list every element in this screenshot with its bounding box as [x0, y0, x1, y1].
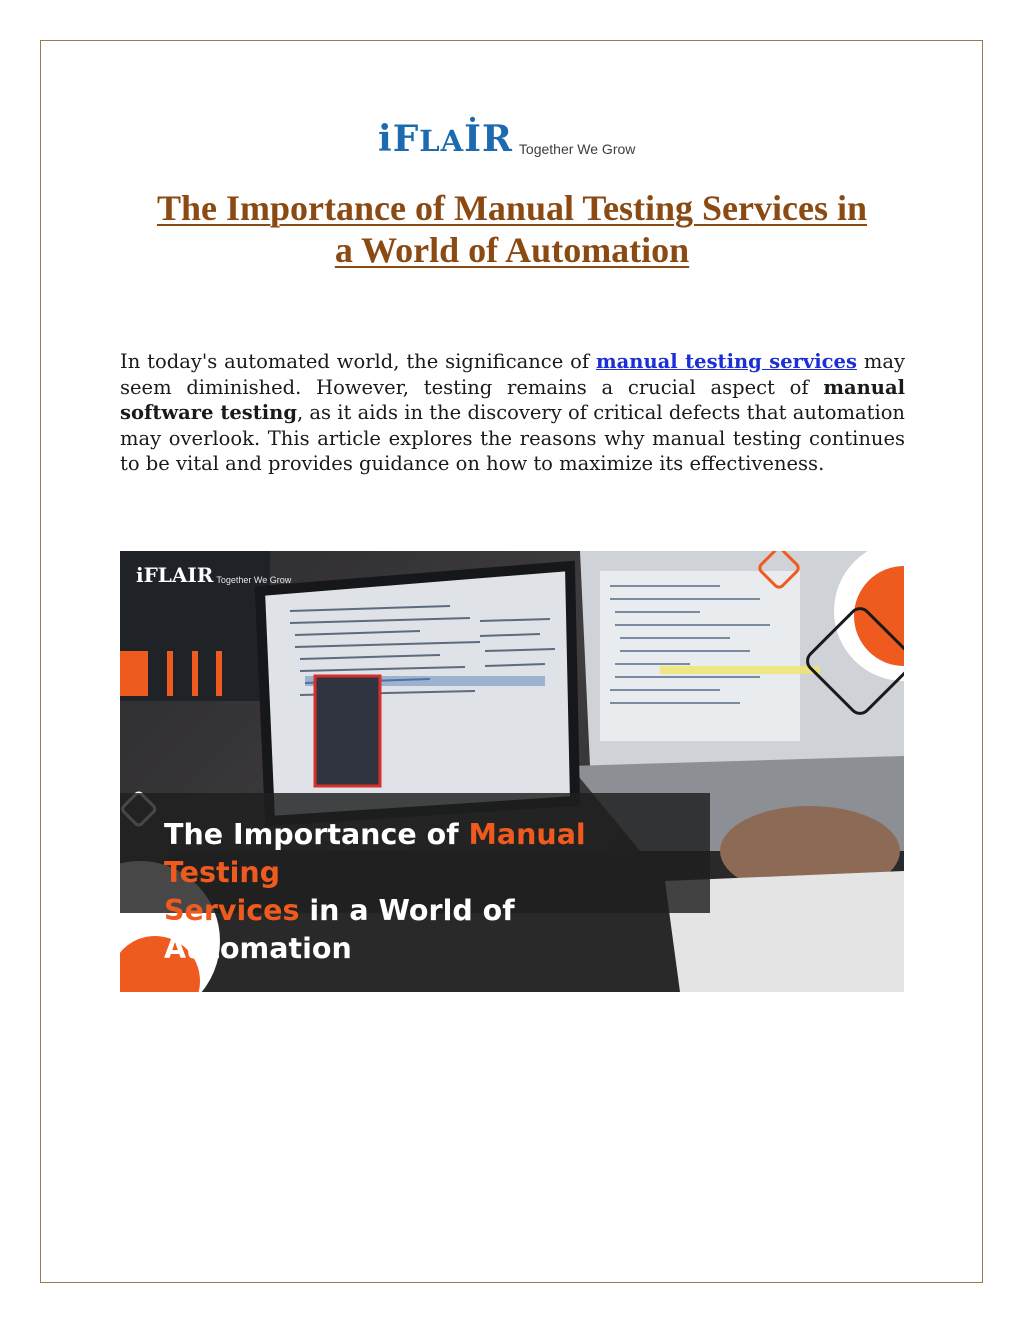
hero-title: The Importance of Manual Testing Services in a World of Automation — [164, 818, 586, 965]
manual-testing-services-link[interactable]: manual testing services — [596, 350, 857, 373]
page-title — [120, 187, 904, 271]
hero-logo: iFLAIR Together We Grow — [136, 563, 292, 587]
iflair-logo — [378, 118, 636, 160]
intro-paragraph: In today's automated world, the significance of manual testing services may seem diminished. However, testing remains a crucial aspect of manual software testing, as it aids in the discovery of critical defects that automation may overlook. This article explores the reasons why manual testing continues to be vital and provides guidance on how to maximize its effectiveness. — [120, 350, 905, 475]
bold-term: manual software testing — [120, 375, 905, 424]
title-line-2: a World of Automation — [334, 230, 690, 270]
logo-mark: iFLAİR — [378, 118, 513, 160]
hero-image — [120, 551, 904, 992]
title-line-1: The Importance of Manual Testing Services in — [156, 188, 867, 228]
logo-tagline: Together We Grow — [518, 141, 636, 157]
